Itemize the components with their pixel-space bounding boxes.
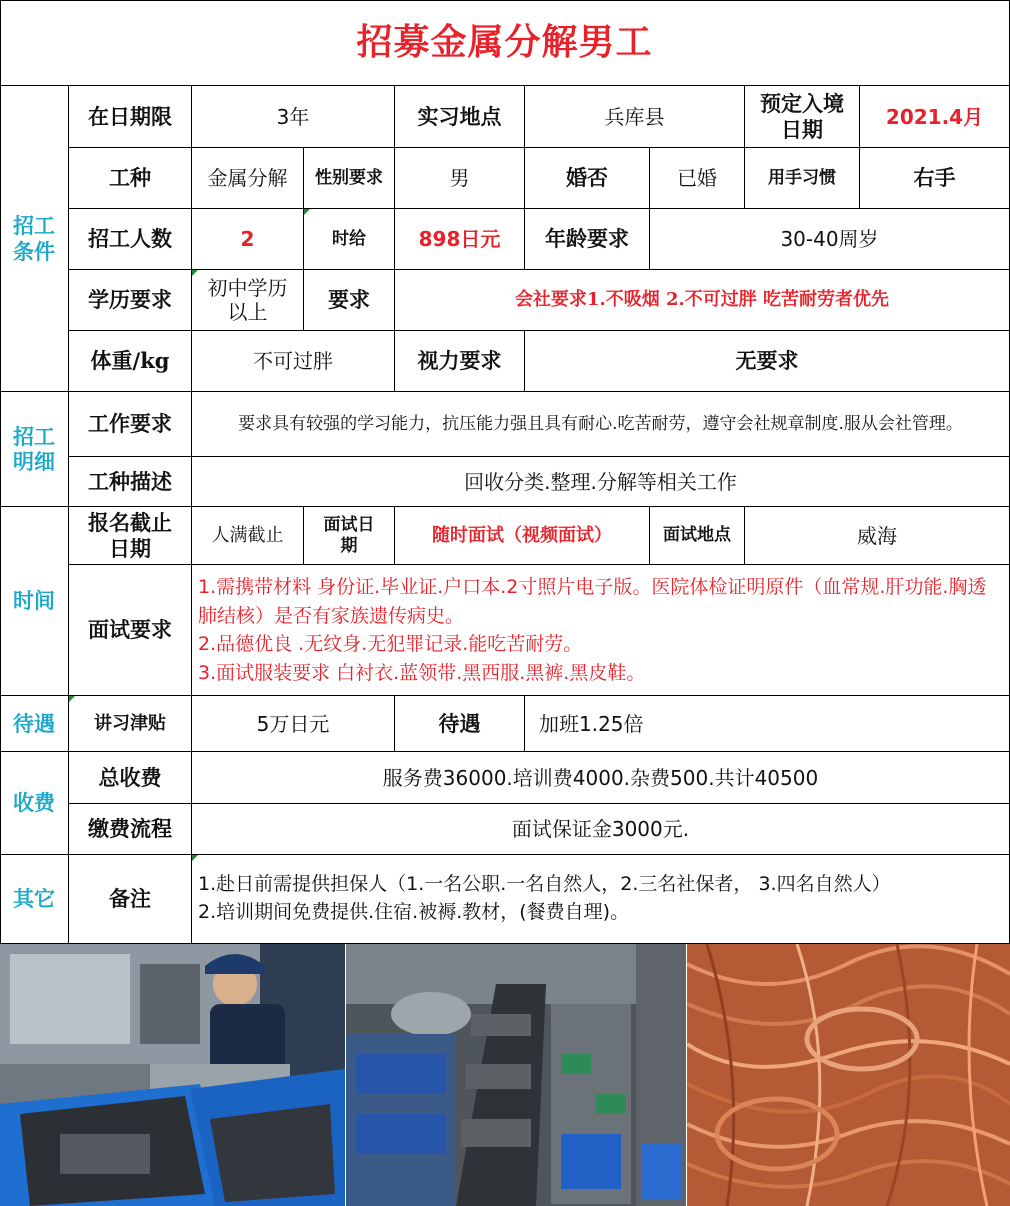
hourly-wage-label: 时给 bbox=[304, 209, 395, 270]
job-description-label: 工种描述 bbox=[69, 457, 192, 507]
interview-place-label: 面试地点 bbox=[650, 507, 745, 565]
copper-wire-photo bbox=[687, 944, 1010, 1206]
note-item: 2.培训期间免费提供.住宿.被褥.教材，(餐费自理)。 bbox=[198, 901, 630, 923]
notes-label: 备注 bbox=[69, 855, 192, 944]
education-value: 初中学历 以上 bbox=[192, 270, 304, 331]
treatment-label: 待遇 bbox=[395, 696, 525, 752]
job-type-label: 工种 bbox=[69, 148, 192, 209]
handedness-label: 用手习惯 bbox=[745, 148, 860, 209]
section-details: 招工 明细 bbox=[0, 392, 69, 507]
subsidy-value: 5万日元 bbox=[192, 696, 395, 752]
age-label: 年龄要求 bbox=[525, 209, 650, 270]
weight-label: 体重/kg bbox=[69, 331, 192, 392]
section-other: 其它 bbox=[0, 855, 69, 944]
deadline-label: 报名截止 日期 bbox=[69, 507, 192, 565]
marital-value: 已婚 bbox=[650, 148, 745, 209]
payment-flow-label: 缴费流程 bbox=[69, 804, 192, 855]
deadline-value: 人满截止 bbox=[192, 507, 304, 565]
section-fees: 收费 bbox=[0, 752, 69, 855]
period-label: 在日期限 bbox=[69, 86, 192, 148]
job-description-value: 回收分类.整理.分解等相关工作 bbox=[192, 457, 1010, 507]
entry-date-value: 2021.4月 bbox=[860, 86, 1010, 148]
section-conditions: 招工 条件 bbox=[0, 86, 69, 392]
entry-date-label: 预定入境 日期 bbox=[745, 86, 860, 148]
interview-place-value: 威海 bbox=[745, 507, 1010, 565]
recycling-line-photo bbox=[346, 944, 686, 1206]
payment-flow-value: 面试保证金3000元. bbox=[192, 804, 1010, 855]
age-value: 30-40周岁 bbox=[650, 209, 1010, 270]
vision-label: 视力要求 bbox=[395, 331, 525, 392]
location-value: 兵库县 bbox=[525, 86, 745, 148]
gender-label: 性别要求 bbox=[304, 148, 395, 209]
work-requirements-label: 工作要求 bbox=[69, 392, 192, 457]
education-label: 学历要求 bbox=[69, 270, 192, 331]
interview-requirement-item: 1.需携带材料 身份证.毕业证.户口本.2寸照片电子版。医院体检证明原件（血常规.肝功能.胸透肺结核）是否有家族遗传病史。 bbox=[198, 576, 987, 627]
vision-value: 无要求 bbox=[525, 331, 1010, 392]
work-requirements-value: 要求具有较强的学习能力，抗压能力强且具有耐心.吃苦耐劳，遵守会社规章制度.服从会社管理。 bbox=[192, 392, 1010, 457]
headcount-value: 2 bbox=[192, 209, 304, 270]
interview-date-label: 面试日 期 bbox=[304, 507, 395, 565]
interview-requirement-item: 3.面试服装要求 白衬衣.蓝领带.黑西服.黑裤.黑皮鞋。 bbox=[198, 661, 646, 684]
notes-list bbox=[192, 855, 1010, 944]
requirements-value: 会社要求1.不吸烟 2.不可过胖 吃苦耐劳者优先 bbox=[395, 270, 1010, 331]
hourly-wage-value: 898日元 bbox=[395, 209, 525, 270]
treatment-value: 加班1.25倍 bbox=[525, 696, 1010, 752]
marital-label: 婚否 bbox=[525, 148, 650, 209]
job-type-value: 金属分解 bbox=[192, 148, 304, 209]
handedness-value: 右手 bbox=[860, 148, 1010, 209]
section-treatment: 待遇 bbox=[0, 696, 69, 752]
period-value: 3年 bbox=[192, 86, 395, 148]
location-label: 实习地点 bbox=[395, 86, 525, 148]
subsidy-label: 讲习津贴 bbox=[69, 696, 192, 752]
interview-requirements-list bbox=[192, 565, 1010, 696]
total-fee-label: 总收费 bbox=[69, 752, 192, 804]
note-item: 1.赴日前需提供担保人（1.一名公职.一名自然人，2.三名社保者， 3.四名自然人） bbox=[198, 873, 891, 896]
weight-value: 不可过胖 bbox=[192, 331, 395, 392]
worker-disassembly-photo bbox=[0, 944, 345, 1206]
page-title: 招募金属分解男工 bbox=[0, 0, 1010, 86]
requirements-label: 要求 bbox=[304, 270, 395, 331]
total-fee-value: 服务费36000.培训费4000.杂费500.共计40500 bbox=[192, 752, 1010, 804]
interview-date-value: 随时面试（视频面试） bbox=[395, 507, 650, 565]
interview-requirement-item: 2.品德优良 .无纹身.无犯罪记录.能吃苦耐劳。 bbox=[198, 633, 583, 655]
gender-value: 男 bbox=[395, 148, 525, 209]
interview-requirements-label: 面试要求 bbox=[69, 565, 192, 696]
photo-strip bbox=[0, 944, 1010, 1206]
section-time: 时间 bbox=[0, 507, 69, 696]
headcount-label: 招工人数 bbox=[69, 209, 192, 270]
